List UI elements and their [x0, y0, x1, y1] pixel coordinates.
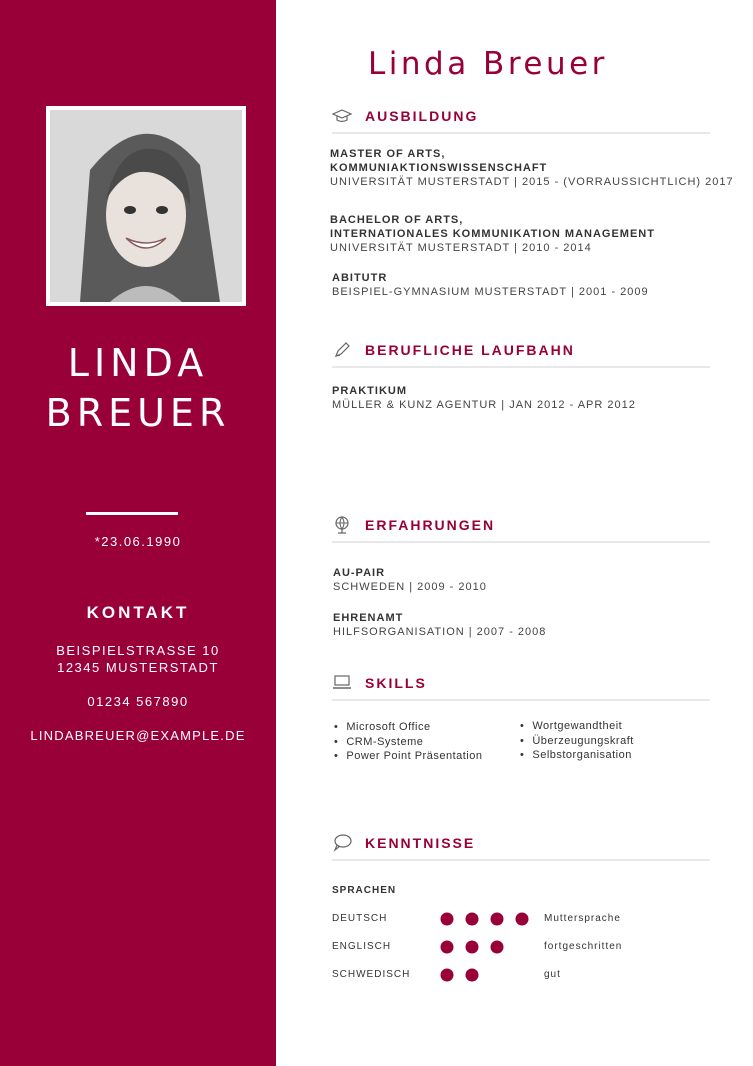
entry-degree: ABITUTR — [332, 272, 388, 284]
skill-item: • Überzeugungskraft — [520, 734, 634, 749]
birthdate: *23.06.1990 — [94, 534, 182, 549]
language-level-dots — [440, 910, 540, 928]
skills-list-right — [520, 719, 634, 763]
contact-title: KONTAKT — [86, 603, 190, 622]
entry-details: UNIVERSITÄT MUSTERSTADT | 2010 - 2014 — [330, 242, 592, 254]
section-title: SKILLS — [365, 675, 427, 691]
level-dot — [441, 913, 454, 926]
level-dot — [441, 941, 454, 954]
sidebar — [0, 0, 276, 1066]
skill-item: • CRM-Systeme — [334, 735, 483, 750]
entry-role: AU-PAIR — [333, 567, 386, 579]
skills-list-left — [334, 720, 483, 764]
sidebar-name — [0, 338, 276, 438]
entry-details: SCHWEDEN | 2009 - 2010 — [333, 581, 487, 593]
career-entry — [332, 384, 636, 412]
level-dot — [516, 913, 529, 926]
email-address: LINDABREUER@EXAMPLE.DE — [30, 728, 246, 743]
skill-item: • Wortgewandtheit — [520, 719, 634, 734]
address — [0, 642, 276, 676]
section-divider — [332, 541, 710, 543]
level-dot — [466, 969, 479, 982]
section-divider — [332, 132, 710, 134]
entry-position: PRAKTIKUM — [332, 385, 407, 397]
level-dot — [491, 913, 504, 926]
entry-role: EHRENAMT — [333, 612, 404, 624]
entry-details: BEISPIEL-GYMNASIUM MUSTERSTADT | 2001 - 2009 — [332, 286, 649, 298]
level-dot — [441, 969, 454, 982]
sidebar-first-name: LINDA — [67, 341, 209, 385]
language-row — [332, 966, 652, 984]
language-level-dots — [440, 966, 540, 984]
entry-field: KOMMUNIAKTIONSWISSENSCHAFT — [330, 162, 548, 174]
phone-number: 01234 567890 — [87, 694, 189, 709]
section-laufbahn-header — [332, 340, 710, 370]
language-row — [332, 938, 652, 956]
address-city: 12345 MUSTERSTADT — [57, 660, 219, 675]
section-erfahrungen-header — [332, 515, 710, 545]
pen-icon — [332, 340, 352, 360]
language-name: SCHWEDISCH — [332, 969, 411, 980]
entry-details: UNIVERSITÄT MUSTERSTADT | 2015 - (VORRAUSSICHTLICH) 2017 — [330, 176, 734, 188]
language-level: Muttersprache — [544, 913, 621, 924]
languages-label: SPRACHEN — [332, 885, 397, 896]
section-kenntnisse-header — [332, 833, 710, 863]
language-row — [332, 910, 652, 928]
language-name: DEUTSCH — [332, 913, 388, 924]
language-name: ENGLISCH — [332, 941, 392, 952]
experience-entry — [333, 611, 546, 639]
level-dot — [466, 913, 479, 926]
portrait-image — [50, 110, 242, 302]
education-entry — [330, 147, 734, 189]
language-level: gut — [544, 969, 561, 980]
section-title: BERUFLICHE LAUFBAHN — [365, 342, 575, 358]
sidebar-last-name: BREUER — [45, 391, 231, 435]
profile-photo — [50, 110, 242, 302]
section-skills-header — [332, 673, 710, 703]
skill-item: • Microsoft Office — [334, 720, 483, 735]
speech-bubble-icon — [332, 833, 352, 853]
skill-item: • Selbstorganisation — [520, 748, 634, 763]
section-divider — [332, 859, 710, 861]
language-level-dots — [440, 938, 540, 956]
address-street: BEISPIELSTRASSE 10 — [56, 643, 220, 658]
globe-icon — [332, 515, 352, 535]
section-title: KENNTNISSE — [365, 835, 476, 851]
laptop-icon — [332, 673, 352, 693]
education-entry — [332, 271, 649, 299]
level-dot — [466, 941, 479, 954]
entry-details: MÜLLER & KUNZ AGENTUR | JAN 2012 - APR 2012 — [332, 399, 636, 411]
profile-photo-frame — [46, 106, 246, 306]
education-entry — [330, 213, 655, 255]
graduation-cap-icon — [332, 106, 352, 126]
experience-entry — [333, 566, 487, 594]
language-level: fortgeschritten — [544, 941, 623, 952]
section-title: ERFAHRUNGEN — [365, 517, 496, 533]
entry-field: INTERNATIONALES KOMMUNIKATION MANAGEMENT — [330, 228, 655, 240]
section-divider — [332, 699, 710, 701]
entry-degree: BACHELOR OF ARTS, — [330, 214, 464, 226]
sidebar-divider — [86, 512, 178, 515]
main-name-heading: Linda Breuer — [368, 46, 608, 82]
level-dot — [491, 941, 504, 954]
section-title: AUSBILDUNG — [365, 108, 479, 124]
section-ausbildung-header — [332, 106, 710, 136]
entry-degree: MASTER OF ARTS, — [330, 148, 446, 160]
skill-item: • Power Point Präsentation — [334, 749, 483, 764]
section-divider — [332, 366, 710, 368]
entry-details: HILFSORGANISATION | 2007 - 2008 — [333, 626, 547, 638]
